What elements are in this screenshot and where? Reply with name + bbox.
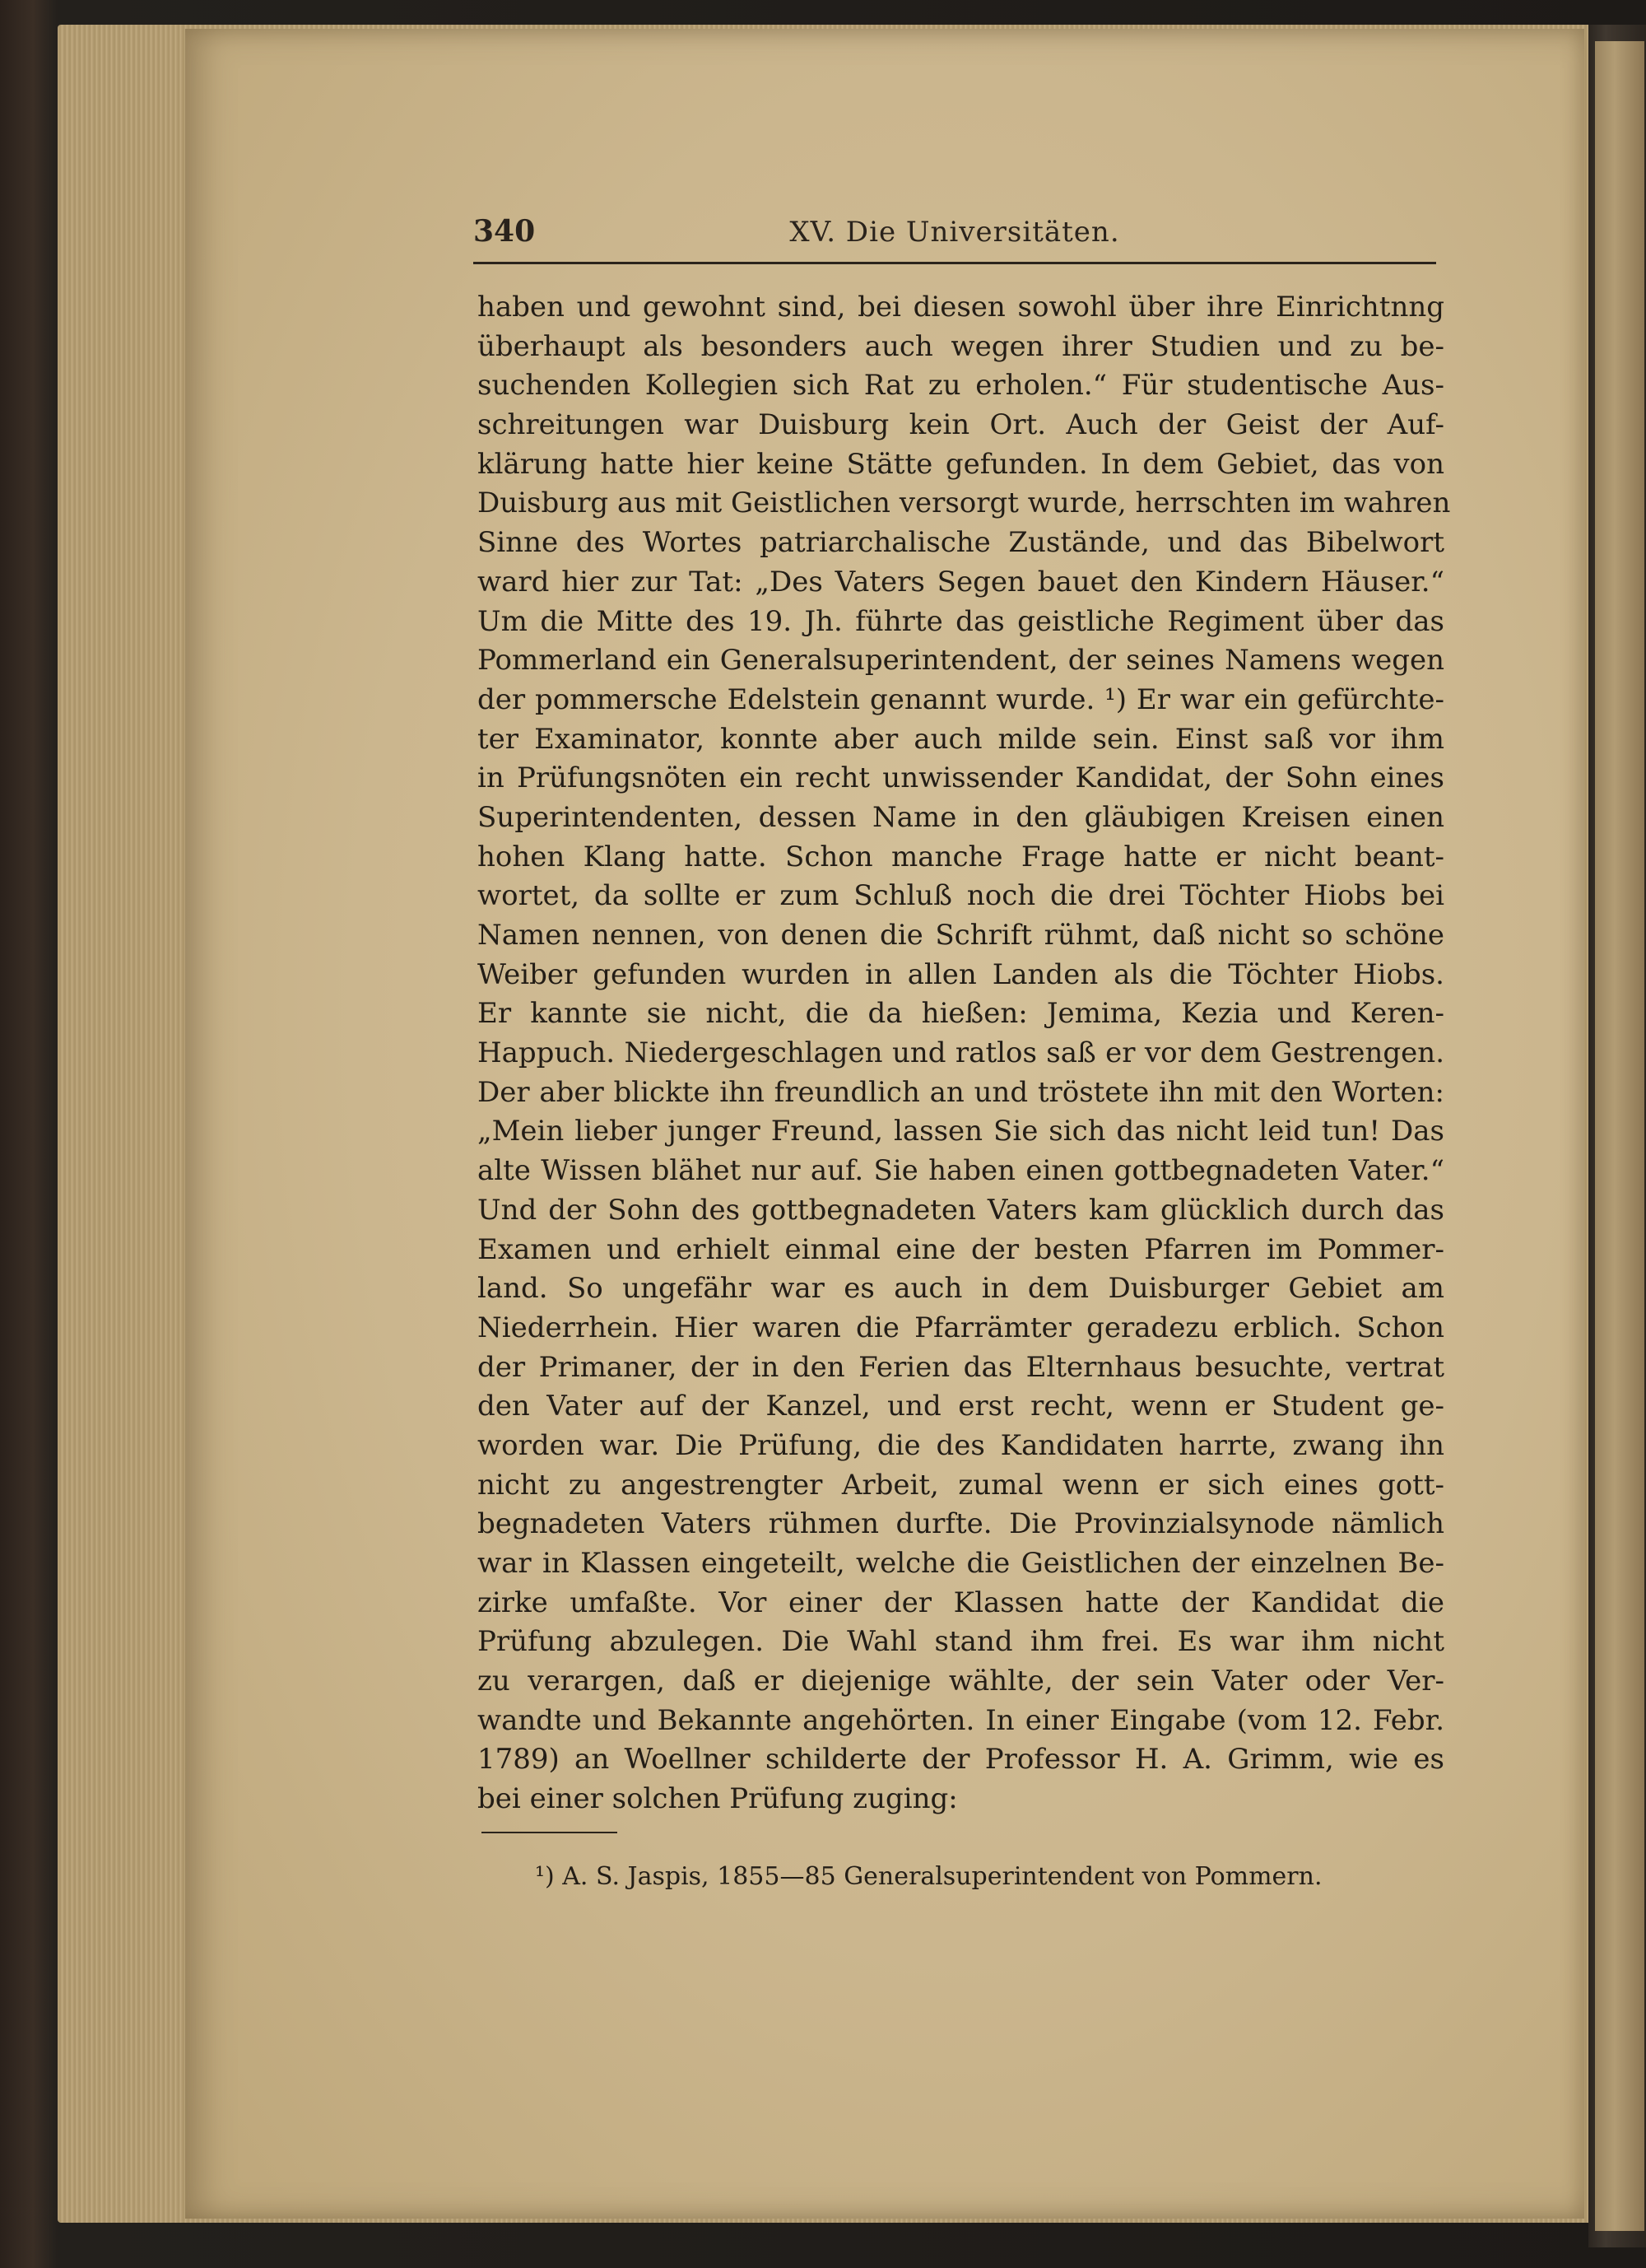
text-line: bei einer solchen Prüfung zuging: [477,1782,958,1816]
text-line: schreitungen war Duisburg kein Ort. Auch der Geist der Auf- [477,408,1444,442]
text-line: 1789) an Woellner schilderte der Professor H. A. Grimm, wie es [477,1743,1444,1777]
text-line: Niederrhein. Hier waren die Pfarrämter geradezu erblich. Schon [477,1311,1444,1344]
text-line: der Primaner, der in den Ferien das Elternhaus besuchte, vertrat [477,1350,1444,1384]
facing-page-edge [1595,41,1644,2231]
text-line: ward hier zur Tat: „Des Vaters Segen bauet den Kindern Häuser.“ [477,565,1444,598]
text-line: haben und gewohnt sind, bei diesen sowohl über ihre Einrichtnng [477,291,1444,324]
text-line: Weiber gefunden wurden in allen Landen als die Töchter Hiobs. [477,957,1444,991]
body-text [477,288,1451,1819]
footnote-divider [481,1832,617,1833]
text-line: ter Examinator, konnte aber auch milde sein. Einst saß vor ihm [477,722,1444,756]
text-line: klärung hatte hier keine Stätte gefunden. In dem Gebiet, das von [477,447,1444,481]
text-line: begnadeten Vaters rühmen durfte. Die Provinzialsynode nämlich [477,1507,1444,1541]
footnote: ¹) A. S. Jaspis, 1855—85 Generalsuperintendent von Pommern. [535,1862,1323,1891]
text-line: der pommersche Edelstein genannt wurde. ¹) Er war ein gefürchte- [477,682,1444,716]
text-line: überhaupt als besonders auch wegen ihrer Studien und zu be- [477,329,1444,363]
text-line: Um die Mitte des 19. Jh. führte das geistliche Regiment über das [477,604,1444,638]
text-line: wandte und Bekannte angehörten. In einer Eingabe (vom 12. Febr. [477,1703,1444,1737]
running-head: XV. Die Universitäten. [789,216,1120,249]
text-line: Namen nennen, von denen die Schrift rühmt, daß nicht so schöne [477,919,1444,952]
text-line: land. So ungefähr war es auch in dem Duisburger Gebiet am [477,1272,1444,1306]
text-line: Er kannte sie nicht, die da hießen: Jemima, Kezia und Keren- [477,997,1444,1031]
text-line: „Mein lieber junger Freund, lassen Sie sich das nicht leid tun! Das [477,1115,1444,1148]
text-line: Examen und erhielt einmal eine der besten Pfarren im Pommer- [477,1232,1444,1266]
page-number: 340 [473,214,536,249]
book-gutter [1588,25,1646,2247]
text-line: Superintendenten, dessen Name in den gläubigen Kreisen einen [477,800,1444,834]
text-line: wortet, da sollte er zum Schluß noch die drei Töchter Hiobs bei [477,879,1444,913]
page-header [473,212,1436,264]
text-line: Prüfung abzulegen. Die Wahl stand ihm frei. Es war ihm nicht [477,1625,1444,1659]
text-line: nicht zu angestrengter Arbeit, zumal wenn er sich eines gott- [477,1468,1444,1502]
text-line: Pommerland ein Generalsuperintendent, der seines Namens wegen [477,644,1444,678]
text-line: zu verargen, daß er diejenige wählte, der sein Vater oder Ver- [477,1665,1444,1698]
text-line: alte Wissen blähet nur auf. Sie haben einen gottbegnadeten Vater.“ [477,1154,1444,1188]
text-line: in Prüfungsnöten ein recht unwissender Kandidat, der Sohn eines [477,761,1444,795]
text-line: war in Klassen eingeteilt, welche die Geistlichen der einzelnen Be- [477,1547,1444,1580]
text-line: Der aber blickte ihn freundlich an und tröstete ihn mit den Worten: [477,1075,1444,1109]
text-line: Duisburg aus mit Geistlichen versorgt wurde, herrschten im wahren [477,487,1451,520]
text-line: suchenden Kollegien sich Rat zu erholen.“ Für studentische Aus- [477,369,1444,403]
text-line: worden war. Die Prüfung, die des Kandidaten harrte, zwang ihn [477,1428,1444,1462]
text-line: Und der Sohn des gottbegnadeten Vaters kam glücklich durch das [477,1193,1444,1227]
text-line: hohen Klang hatte. Schon manche Frage hatte er nicht beant- [477,840,1444,873]
text-line: den Vater auf der Kanzel, und erst recht, wenn er Student ge- [477,1390,1444,1423]
text-line: Sinne des Wortes patriarchalische Zustände, und das Bibelwort [477,526,1444,560]
text-line: zirke umfaßte. Vor einer der Klassen hatte der Kandidat die [477,1586,1444,1619]
text-line: Happuch. Niedergeschlagen und ratlos saß er vor dem Gestrengen. [477,1036,1444,1070]
